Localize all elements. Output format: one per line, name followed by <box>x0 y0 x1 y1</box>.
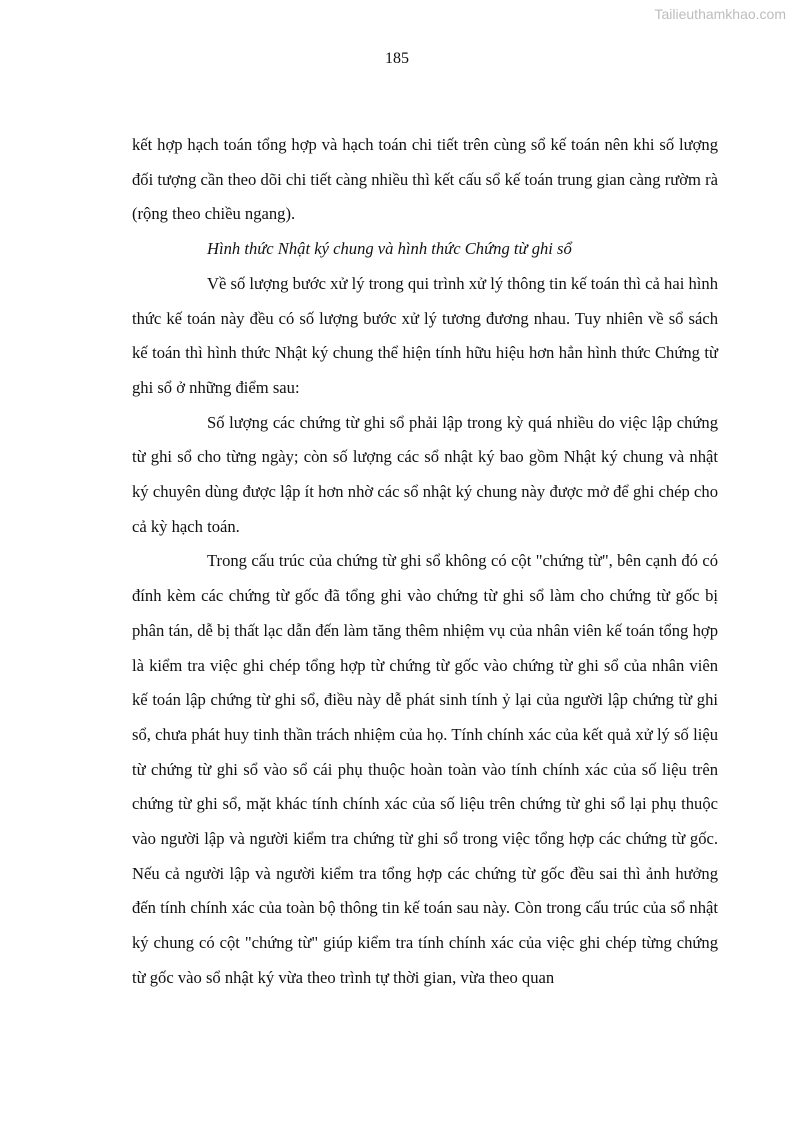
paragraph: Về số lượng bước xử lý trong qui trình xử lý thông tin kế toán thì cả hai hình thức kế toán này đều có số lượng bước xử lý tương đương nhau. Tuy nhiên về sổ sách kế toán thì hình thức Nhật ký chung thể hiện tính hữu hiệu hơn hẳn hình thức Chứng từ ghi sổ ở những điểm sau: <box>132 273 718 397</box>
paragraph: Trong cấu trúc của chứng từ ghi sổ không có cột "chứng từ", bên cạnh đó có đính kèm các chứng từ gốc đã tổng ghi vào chứng từ ghi sổ làm cho chứng từ gốc bị phân tán, dễ bị thất lạc dẫn đến làm tăng thêm nhiệm vụ của nhân viên kế toán tổng hợp là kiểm tra việc ghi chép tổng hợp từ chứng từ gốc vào chứng từ ghi sổ của nhân viên kế toán lập chứng từ ghi sổ, điều này dễ phát sinh tính ỷ lại của người lập chứng từ ghi sổ, chưa phát huy tinh thần trách nhiệm của họ. Tính chính xác của kết quả xử lý số liệu từ chứng từ ghi sổ vào sổ cái phụ thuộc hoàn toàn vào tính chính xác của số liệu trên chứng từ ghi sổ, mặt khác tính chính xác của số liệu trên chứng từ ghi sổ lại phụ thuộc vào người lập và người kiểm tra chứng từ ghi sổ trong việc tổng hợp các chứng từ gốc. Nếu cả người lập và người kiểm tra tổng hợp các chứng từ gốc đều sai thì ảnh hưởng đến tính chính xác của toàn bộ thông tin kế toán sau này. Còn trong cấu trúc của sổ nhật ký chung có cột "chứng từ" giúp kiểm tra tính chính xác của việc ghi chép từng chứng từ gốc vào sổ nhật ký vừa theo trình tự thời gian, vừa theo quan <box>132 551 718 987</box>
document-body <box>132 128 718 996</box>
paragraph-continuation: kết hợp hạch toán tổng hợp và hạch toán chi tiết trên cùng sổ kế toán nên khi số lượng đối tượng cần theo dõi chi tiết càng nhiều thì kết cấu sổ kế toán trung gian càng rườm rà (rộng theo chiều ngang). <box>132 135 718 224</box>
paragraph: Số lượng các chứng từ ghi sổ phải lập trong kỳ quá nhiều do việc lập chứng từ ghi sổ cho từng ngày; còn số lượng các sổ nhật ký bao gồm Nhật ký chung và nhật ký chuyên dùng được lập ít hơn nhờ các sổ nhật ký chung này được mở để ghi chép cho cả kỳ hạch toán. <box>132 412 718 536</box>
watermark: Tailieuthamkhao.com <box>654 6 786 22</box>
page-number: 185 <box>385 50 409 67</box>
section-heading: Hình thức Nhật ký chung và hình thức Chứng từ ghi sổ <box>207 239 572 259</box>
